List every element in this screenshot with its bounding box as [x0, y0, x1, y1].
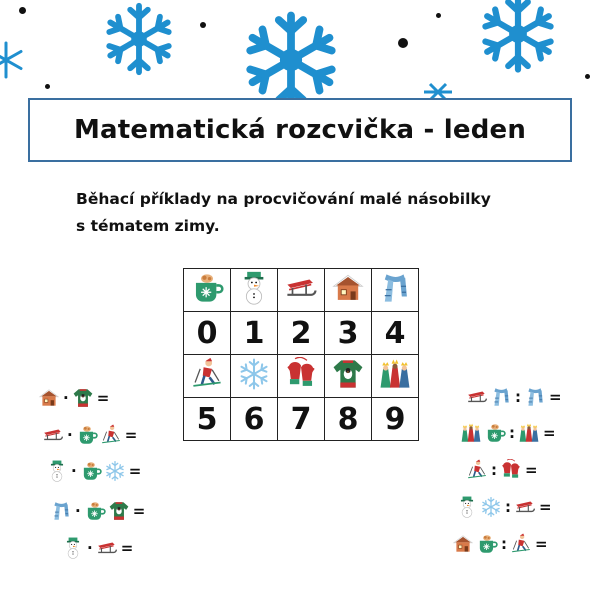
equals-sign: = — [128, 462, 142, 480]
legend-number: 6 — [231, 398, 278, 441]
sled-icon — [42, 424, 64, 446]
equals-sign: = — [525, 461, 538, 479]
operator: : — [501, 535, 507, 553]
snowflake-icon — [237, 357, 271, 391]
sweater-icon — [331, 357, 365, 391]
mittens-icon — [284, 357, 318, 391]
operator: · — [87, 539, 93, 557]
three-kings-icon — [378, 357, 412, 391]
instructions-line-2: s tématem zimy. — [76, 217, 220, 235]
snowflake-icon — [480, 496, 502, 518]
legend-cell — [278, 355, 325, 398]
equals-sign: = — [535, 535, 548, 553]
legend-cell — [184, 269, 231, 312]
title-frame — [28, 98, 572, 162]
page-title: Matematická rozcvička - leden — [73, 115, 527, 145]
cabin-icon — [331, 271, 365, 305]
equals-sign: = — [543, 424, 556, 442]
decoration-dot — [45, 84, 50, 89]
equals-sign: = — [124, 426, 138, 444]
operator: : — [505, 498, 511, 516]
operator: · — [75, 502, 81, 520]
legend-cell — [325, 355, 372, 398]
exercise-right-2 — [460, 422, 557, 444]
snowflake-decoration-icon — [0, 20, 26, 100]
mittens-icon — [500, 459, 522, 481]
snowflake-icon — [104, 460, 126, 482]
legend-cell — [231, 355, 278, 398]
hot-chocolate-icon — [476, 533, 498, 555]
legend-icons-row-1 — [184, 269, 419, 312]
exercise-left-3 — [46, 460, 142, 482]
operator: : — [515, 388, 521, 406]
legend-number: 2 — [278, 312, 325, 355]
exercise-left-5 — [62, 537, 134, 559]
legend-number: 5 — [184, 398, 231, 441]
instructions — [76, 186, 536, 240]
snowman-icon — [237, 271, 271, 305]
scarf-icon — [50, 500, 72, 522]
exercise-right-5 — [452, 533, 549, 555]
hot-chocolate-icon — [80, 460, 102, 482]
legend-cell — [184, 355, 231, 398]
legend-number: 1 — [231, 312, 278, 355]
skier-icon — [510, 533, 532, 555]
operator: · — [63, 389, 69, 407]
equals-sign: = — [549, 388, 562, 406]
decoration-dot — [200, 22, 206, 28]
operator: · — [71, 462, 77, 480]
equals-sign: = — [120, 539, 134, 557]
hot-chocolate-icon — [484, 422, 506, 444]
exercise-right-3 — [466, 459, 539, 481]
legend-cell — [372, 269, 419, 312]
sled-icon — [466, 386, 488, 408]
exercise-right-1 — [466, 386, 563, 408]
exercise-left-1 — [38, 387, 110, 409]
three-kings-icon — [460, 422, 482, 444]
legend-number: 9 — [372, 398, 419, 441]
legend-number: 7 — [278, 398, 325, 441]
legend-cell — [231, 269, 278, 312]
legend-number: 0 — [184, 312, 231, 355]
scarf-icon — [378, 271, 412, 305]
snowman-icon — [62, 537, 84, 559]
sweater-icon — [108, 500, 130, 522]
snowflake-decoration-icon — [470, 0, 566, 74]
sled-icon — [284, 271, 318, 305]
equals-sign: = — [132, 502, 146, 520]
sweater-icon — [72, 387, 94, 409]
legend-numbers-row-1 — [184, 312, 419, 355]
decoration-dot — [398, 38, 408, 48]
exercise-right-4 — [456, 496, 553, 518]
decoration-dot — [436, 13, 441, 18]
sled-icon — [514, 496, 536, 518]
operator: · — [67, 426, 73, 444]
sled-icon — [96, 537, 118, 559]
equals-sign: = — [96, 389, 110, 407]
snowman-icon — [46, 460, 68, 482]
operator: : — [491, 461, 497, 479]
cabin-icon — [452, 533, 474, 555]
legend-numbers-row-2 — [184, 398, 419, 441]
exercise-left-4 — [50, 500, 146, 522]
legend-cell — [278, 269, 325, 312]
snowflake-decoration-icon — [236, 10, 346, 110]
scarf-icon — [490, 386, 512, 408]
hot-chocolate-icon — [84, 500, 106, 522]
cabin-icon — [38, 387, 60, 409]
legend-number: 3 — [325, 312, 372, 355]
decoration-dot — [19, 7, 26, 14]
operator: : — [509, 424, 515, 442]
skier-icon — [190, 357, 224, 391]
three-kings-icon — [518, 422, 540, 444]
instructions-line-1: Běhací příklady na procvičování malé násobilky — [76, 190, 491, 208]
legend-cell — [372, 355, 419, 398]
scarf-icon — [524, 386, 546, 408]
skier-icon — [466, 459, 488, 481]
exercise-left-2 — [42, 424, 138, 446]
snowman-icon — [456, 496, 478, 518]
snowflake-decoration-icon — [100, 0, 178, 78]
legend-cell — [325, 269, 372, 312]
hot-chocolate-icon — [76, 424, 98, 446]
hot-chocolate-icon — [190, 271, 224, 305]
equals-sign: = — [539, 498, 552, 516]
legend-number: 8 — [325, 398, 372, 441]
decoration-dot — [585, 74, 590, 79]
legend-icons-row-2 — [184, 355, 419, 398]
skier-icon — [100, 424, 122, 446]
legend-grid — [183, 268, 419, 441]
legend-number: 4 — [372, 312, 419, 355]
